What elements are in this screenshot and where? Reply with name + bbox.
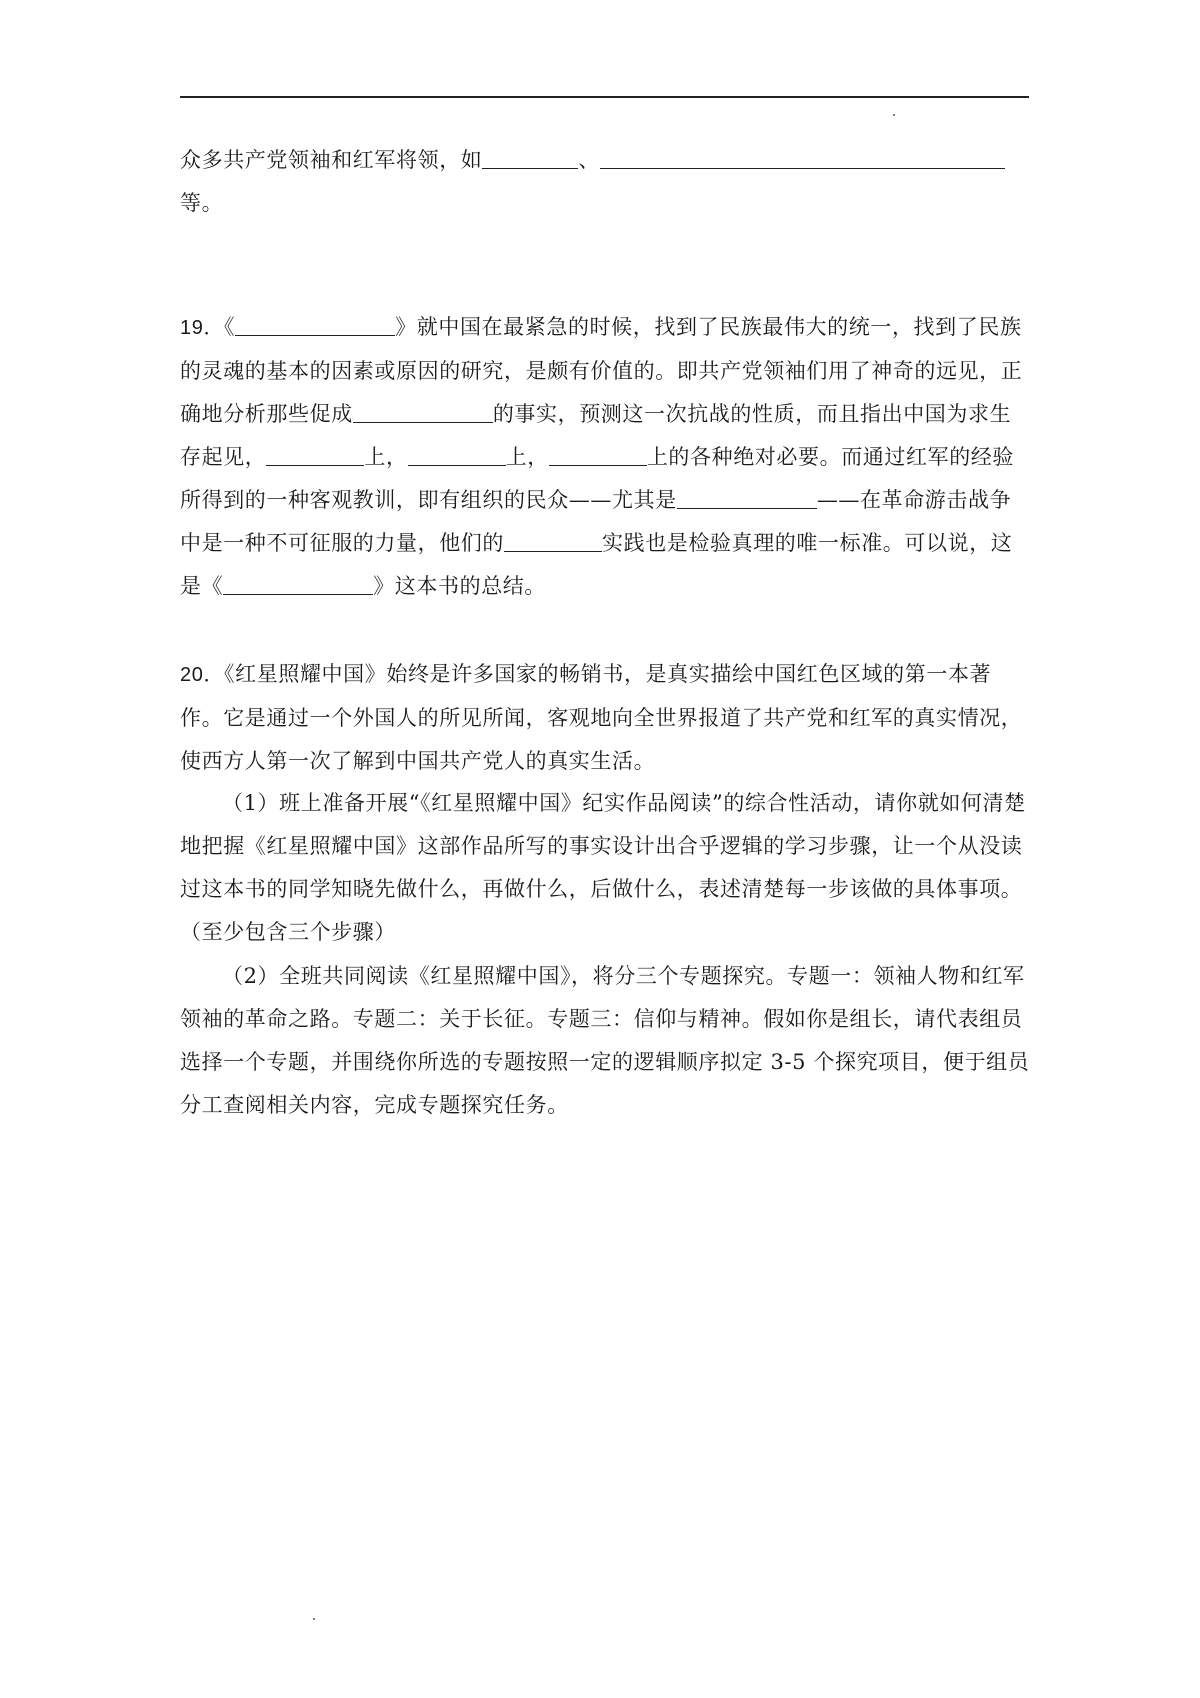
answer-blank[interactable] (408, 443, 506, 466)
scan-dot (893, 114, 895, 116)
question-19: 19．《 》就中国在最紧急的时候，找到了民族最伟大的统一，找到了民族的灵魂的基本的因素或原因的研究，是颇有价值的。即共产党领袖们用了神奇的远见，正确地分析那些促成 的事实，预测这一次抗战的性质，而且指出中国为求生存起见， 上， 上， 上的各种绝对必要。而通过红军的经验所得到的一种客观教训，即有组织的民众——尤其是 ——在革命游击战争中是一种不可征服的力量，他们的 实践也是检验真理的唯一标准。可以说，这是《 》这本书的总结。 (180, 315, 1023, 598)
answer-blank[interactable] (482, 146, 578, 169)
answer-blank[interactable] (600, 146, 1005, 169)
answer-blank[interactable] (677, 486, 817, 509)
answer-blank[interactable] (266, 443, 364, 466)
question-number: 19． (180, 317, 225, 339)
answer-blank[interactable] (235, 313, 395, 336)
question-20-part-2: （2）全班共同阅读《红星照耀中国》，将分三个专题探究。专题一：领袖人物和红军领袖的革命之路。专题二：关于长征。专题三：信仰与精神。假如你是组长，请代表组员选择一个专题，并围绕你所选的专题按照一定的逻辑顺序拟定 3-5 个探究项目，便于组员分工查阅相关内容，完成专题探究任务。 (180, 964, 1030, 1117)
answer-blank[interactable] (223, 572, 373, 595)
question-number: 20． (180, 664, 225, 686)
question-20-part-1: （1）班上准备开展“《红星照耀中国》纪实作品阅读”的综合性活动，请你就如何清楚地把握《红星照耀中国》这部作品所写的事实设计出合乎逻辑的学习步骤，让一个从没读过这本书的同学知晓先做什么，再做什么，后做什么，表述清楚每一步该做的具体事项。（至少包含三个步骤） (180, 791, 1026, 944)
answer-blank[interactable] (353, 400, 493, 423)
q18-continuation: 众多共产党领袖和红军将领，如 、 等。 (180, 139, 1030, 225)
question-20-intro: 20．《红星照耀中国》始终是许多国家的畅销书，是真实描绘中国红色区域的第一本著作。它是通过一个外国人的所见所闻，客观地向全世界报道了共产党和红军的真实情况，使西方人第一次了解到中国共产党人的真实生活。 (180, 662, 1023, 773)
header-rule (180, 96, 1029, 98)
answer-blank[interactable] (549, 443, 647, 466)
scan-dot (313, 1618, 315, 1620)
answer-blank[interactable] (504, 529, 602, 552)
